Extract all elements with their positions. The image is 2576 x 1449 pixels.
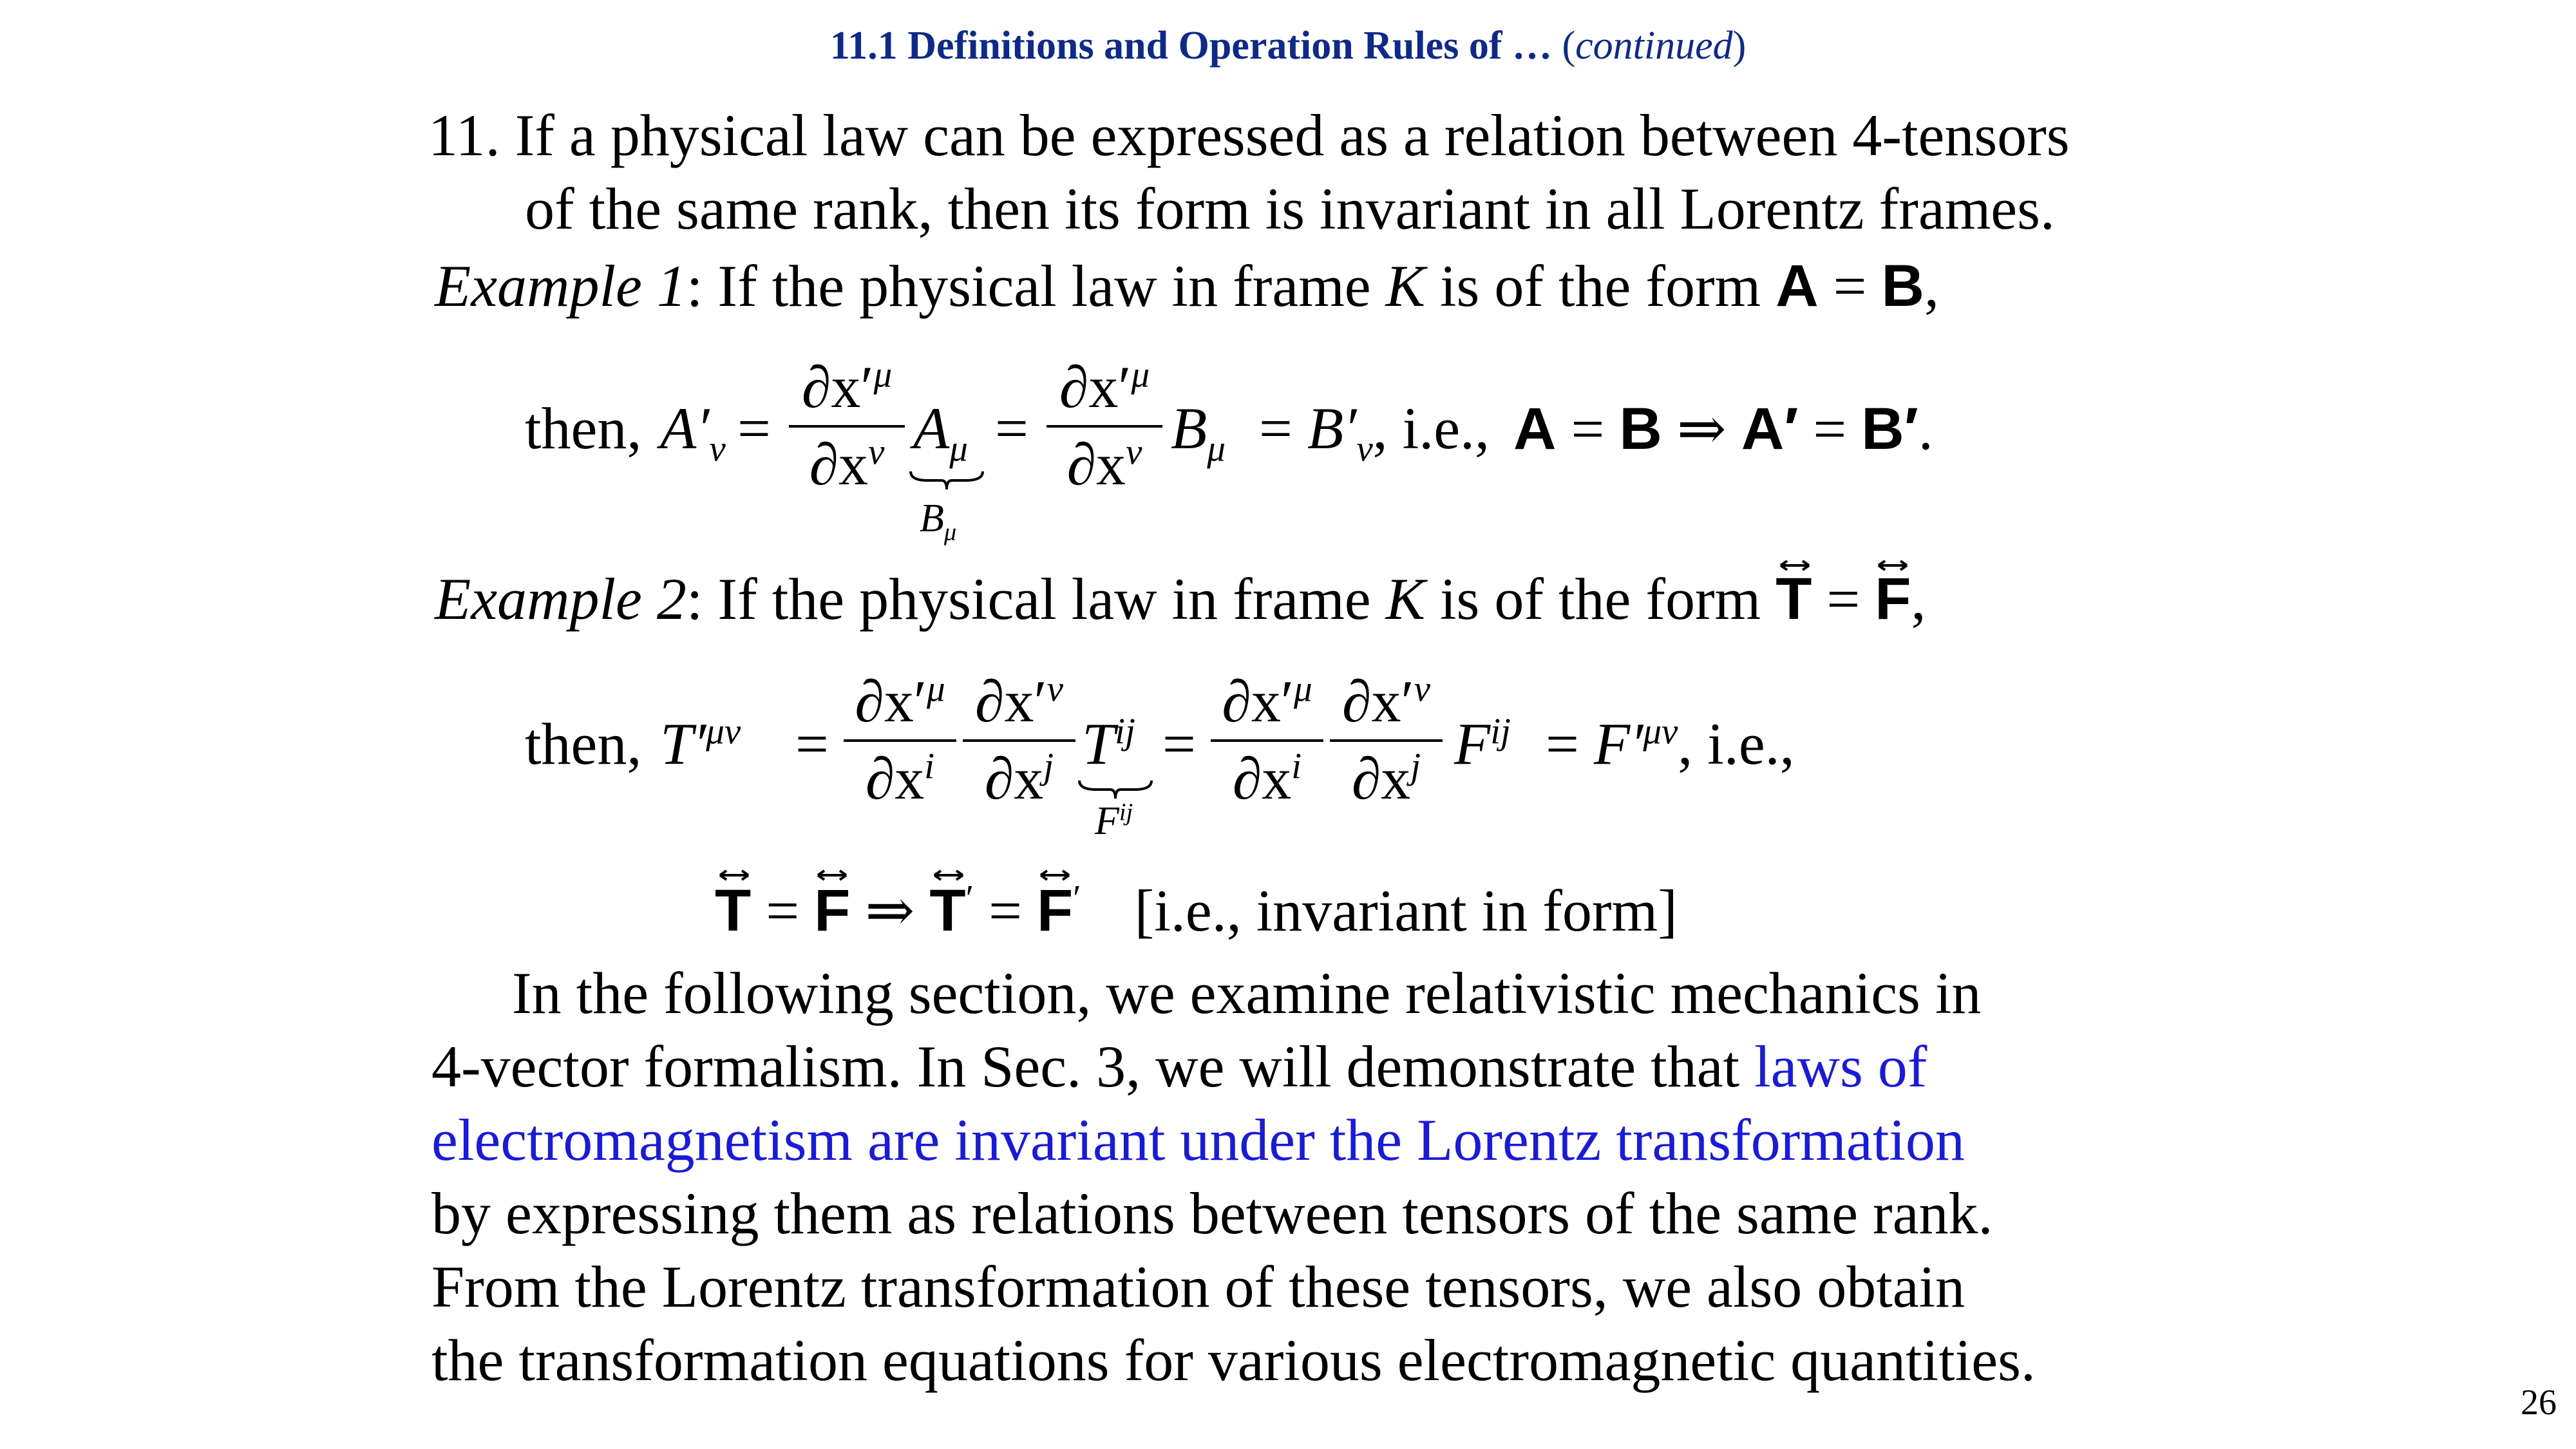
paragraph-line6: the transformation equations for various electromagnetic quantities. [431, 1327, 2036, 1393]
eq1-term2 [1171, 394, 1226, 469]
eq3-Fp: F [1036, 878, 1074, 943]
eq1-bold-Ap: A′ [1741, 396, 1799, 462]
example1-text: : If the physical law in frame [686, 253, 1386, 319]
paragraph-line2 [431, 1033, 1927, 1101]
eq3-Tp-tensor [929, 876, 974, 945]
example1-label: Example 1 [435, 253, 687, 319]
eq1-period: . [1918, 396, 1933, 462]
double-arrow-icon [1875, 558, 1911, 573]
paragraph-line2-text: 4-vector formalism. In Sec. 3, we will demonstrate that [431, 1034, 1755, 1099]
eq1-rhs-sub: ν [1356, 428, 1373, 469]
eq2-lhs-symbol: T′ [660, 711, 706, 777]
eq2-frac4-den [1330, 744, 1443, 813]
item11-line1: 11. If a physical law can be expressed as a relation between 4-tensors [428, 102, 2070, 168]
eq3-eq1: = [766, 878, 800, 943]
eq1-term1-symbol: A [913, 395, 950, 461]
eq2-brace-label-symbol: F [1095, 799, 1119, 843]
eq1-frac2-num-text: ∂x′ [1059, 354, 1132, 420]
example2-line [435, 565, 1926, 634]
slide-header [0, 23, 2576, 69]
eq1-bold-relation [1513, 394, 1933, 463]
eq3-F: F [814, 878, 851, 943]
example2-eq: = [1812, 566, 1875, 632]
eq2-frac2-den-text: ∂x [984, 746, 1044, 811]
double-arrow-icon [814, 867, 850, 883]
eq1-then: then, [525, 395, 642, 461]
eq1-lhs-sub: ν [709, 428, 726, 469]
underbrace-icon [908, 469, 985, 495]
fraction-bar [789, 425, 905, 428]
eq2-fraction-2 [963, 667, 1075, 813]
eq1-frac1-num-text: ∂x′ [801, 354, 874, 420]
eq1-frac2-den [1046, 430, 1162, 498]
eq2-term1-sup: ij [1115, 711, 1135, 752]
eq2-rhs-symbol: F′ [1594, 711, 1643, 777]
eq1-rhs-symbol: B′ [1307, 395, 1357, 461]
header-title: 11.1 Definitions and Operation Rules of … [829, 24, 1552, 68]
header-continued-close: ) [1732, 24, 1747, 68]
example2-F: F [1875, 566, 1911, 632]
example1-line [435, 252, 1939, 321]
eq1-term2-symbol: B [1171, 395, 1208, 461]
double-arrow-icon [931, 867, 967, 883]
eq1-frac2-num-sup: μ [1131, 354, 1150, 395]
eq3-F-tensor [814, 876, 850, 945]
eq2-frac1-num-text: ∂x′ [855, 668, 927, 734]
header-continued: continued [1575, 24, 1733, 68]
eq2-rhs [1594, 710, 1795, 778]
eq2-frac2-num [963, 667, 1075, 735]
eq2-term2-symbol: F [1454, 711, 1491, 777]
item11-line2: of the same rank, then its form is invariant in all Lorentz frames. [525, 176, 2055, 242]
eq2-rhs-sup: μν [1643, 711, 1678, 752]
eq1-equals-3: = [1259, 395, 1293, 461]
eq1-frac1-num-sup: μ [873, 354, 893, 395]
eq2-equals-1: = [795, 711, 829, 777]
fraction-bar [963, 739, 1075, 742]
double-arrow-icon [1037, 867, 1073, 883]
eq2-ie: , i.e., [1678, 711, 1795, 777]
eq2-frac3-num-sup: μ [1293, 668, 1312, 710]
example1-frame: K [1385, 253, 1425, 319]
eq2-equals-3: = [1546, 711, 1579, 777]
eq2-frac1-den-text: ∂x [865, 746, 925, 811]
example1-eq: = [1818, 253, 1882, 319]
eq2-frac4-num-sup: ν [1414, 668, 1430, 710]
eq1-lhs-symbol: A′ [660, 395, 710, 461]
eq3-T: T [715, 878, 752, 943]
eq2-frac1-den [844, 744, 956, 813]
example1-A: A [1776, 253, 1819, 319]
eq3-T-tensor [715, 876, 751, 945]
eq2-frac2-den-sup: j [1043, 746, 1054, 787]
eq2-term1-symbol: T [1082, 711, 1115, 777]
eq3-Tp-prime: ′ [965, 878, 974, 919]
header-continued-open: ( [1551, 24, 1576, 68]
paragraph-line1: In the following section, we examine relativistic mechanics in [512, 960, 1982, 1026]
eq1-term1-sub: μ [949, 428, 968, 469]
eq2-frac3-den-text: ∂x [1232, 746, 1292, 811]
eq1-implies: ⇒ [1676, 396, 1727, 462]
eq2-frac4-den-text: ∂x [1351, 746, 1411, 811]
fraction-bar [1211, 739, 1323, 742]
paragraph-line3: electromagnetism are invariant under the Lorentz transformation [431, 1107, 1965, 1173]
eq1-frac1-num [789, 353, 905, 421]
eq1-fraction-2 [1046, 353, 1162, 498]
eq2-term1 [1082, 710, 1135, 778]
eq1-lhs [660, 394, 726, 469]
eq2-fraction-1 [844, 667, 956, 813]
eq2-frac4-den-sup: j [1410, 746, 1421, 787]
eq1-brace-label-sub: μ [943, 518, 957, 546]
eq2-term2-sup: ij [1490, 711, 1511, 752]
eq1-frac1-den-text: ∂x [809, 431, 869, 497]
eq2-frac2-den [963, 744, 1075, 813]
eq2-frac3-num-text: ∂x′ [1222, 668, 1294, 734]
example2-text2: is of the form [1425, 566, 1776, 632]
eq1-frac2-den-text: ∂x [1066, 431, 1126, 497]
example2-text: : If the physical law in frame [686, 566, 1386, 632]
eq1-brace-label-symbol: B [920, 497, 944, 540]
example2-T: T [1776, 566, 1812, 632]
eq2-frac4-num-text: ∂x′ [1342, 668, 1414, 734]
eq2-frac3-num [1211, 667, 1323, 735]
eq1-equals-2: = [995, 395, 1028, 461]
eq1-bold-eq1: = [1571, 396, 1605, 462]
eq1-equals-1: = [737, 395, 771, 461]
eq1-frac2-den-sup: ν [1126, 431, 1142, 473]
eq2-frac1-num-sup: μ [926, 668, 945, 710]
paragraph-line4: by expressing them as relations between tensors of the same rank. [431, 1180, 1993, 1246]
eq1-frac2-num [1046, 353, 1162, 421]
eq2-frac3-den [1211, 744, 1323, 813]
example1-comma: , [1924, 253, 1939, 319]
eq1-fraction-1 [789, 353, 905, 498]
page-number: 26 [2521, 1383, 2557, 1423]
eq2-frac2-num-text: ∂x′ [975, 668, 1047, 734]
eq2-frac4-num [1330, 667, 1443, 735]
example1-B: B [1881, 253, 1924, 319]
eq2-lhs-sup: μν [706, 711, 741, 752]
fraction-bar [844, 739, 956, 742]
eq2-lhs [660, 710, 741, 778]
eq1-bold-Bp: B′ [1861, 396, 1918, 462]
eq2-brace-label-sup: ij [1119, 799, 1133, 826]
eq2-brace-label [1095, 799, 1133, 844]
eq3-Fp-prime: ′ [1073, 878, 1081, 919]
eq2-frac1-num [844, 667, 956, 735]
fraction-bar [1046, 425, 1162, 428]
eq1-brace-label [920, 496, 957, 546]
example2-F-tensor [1875, 565, 1911, 634]
eq3-Tp: T [929, 878, 966, 943]
eq1-ie: , i.e., [1372, 395, 1490, 461]
example2-T-tensor [1776, 565, 1812, 634]
eq2-frac2-num-sup: ν [1046, 668, 1063, 710]
eq1-bold-B: B [1619, 396, 1662, 462]
eq3-note: [i.e., invariant in form] [1134, 878, 1678, 943]
eq3-Fp-tensor [1037, 876, 1081, 945]
eq2-frac3-den-sup: i [1291, 746, 1302, 787]
eq1-bold-A: A [1513, 396, 1557, 462]
paragraph-line5: From the Lorentz transformation of these tensors, we also obtain [431, 1254, 1965, 1320]
eq2-term2 [1454, 710, 1511, 778]
paragraph-line2-highlight: laws of [1754, 1034, 1927, 1099]
fraction-bar [1330, 739, 1443, 742]
equation-3 [715, 876, 1678, 945]
eq2-then: then, [525, 711, 642, 777]
eq2-equals-2: = [1162, 711, 1196, 777]
eq1-frac1-den [789, 430, 905, 498]
eq3-implies: ⇒ [865, 878, 915, 943]
eq2-fraction-4 [1330, 667, 1443, 813]
example2-comma: , [1911, 566, 1926, 632]
eq2-fraction-3 [1211, 667, 1323, 813]
double-arrow-icon [1777, 558, 1813, 573]
eq1-frac1-den-sup: ν [868, 431, 885, 473]
example1-text2: is of the form [1425, 253, 1776, 319]
eq1-term2-sub: μ [1207, 428, 1226, 469]
eq2-frac1-den-sup: i [924, 746, 935, 787]
eq3-eq2: = [989, 878, 1022, 943]
eq1-term1 [913, 394, 968, 469]
example2-frame: K [1385, 566, 1425, 632]
eq1-rhs [1307, 394, 1490, 469]
double-arrow-icon [716, 867, 752, 883]
example2-label: Example 2 [435, 566, 687, 632]
eq1-bold-eq2: = [1813, 396, 1847, 462]
